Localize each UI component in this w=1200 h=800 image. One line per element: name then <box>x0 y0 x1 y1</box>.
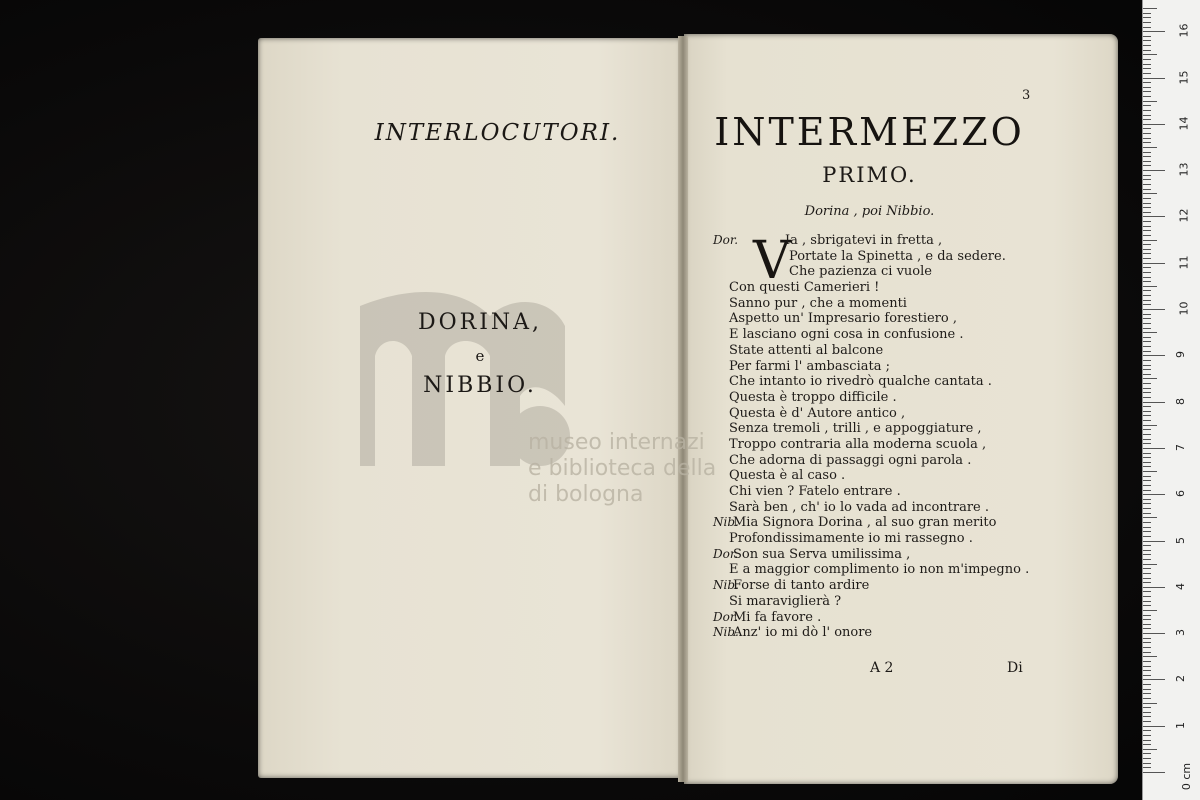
ruler-tick <box>1143 439 1151 440</box>
ruler-number: 12 <box>1177 208 1191 223</box>
ruler-tick <box>1143 527 1151 528</box>
ruler-tick <box>1143 383 1151 384</box>
ruler-tick <box>1143 119 1151 120</box>
verse-line <box>713 625 1043 641</box>
verse-line <box>713 390 1043 406</box>
ruler-tick <box>1143 499 1151 500</box>
ruler-tick <box>1143 17 1151 18</box>
ruler-tick <box>1143 601 1151 602</box>
ruler-tick <box>1143 545 1151 546</box>
ruler-tick <box>1143 471 1157 472</box>
ruler-tick <box>1143 272 1151 273</box>
verse-text: Chi vien ? Fatelo entrare . <box>729 484 901 499</box>
ruler-number: 6 <box>1174 490 1187 498</box>
ruler-tick <box>1143 485 1151 486</box>
ruler-tick <box>1143 54 1157 55</box>
verse-line <box>713 578 1043 594</box>
signature-mark: A 2 <box>870 660 894 676</box>
ruler-tick <box>1143 332 1157 333</box>
verse-text: Sarà ben , ch' io lo vada ad incontrare . <box>729 499 990 515</box>
verse-text: Che pazienza ci vuole <box>789 264 932 280</box>
ruler-number: 4 <box>1174 582 1187 590</box>
ruler-tick <box>1143 554 1151 555</box>
ruler-tick <box>1143 50 1151 51</box>
verse-line <box>713 500 1043 516</box>
verse-text: Troppo contraria alla moderna scuola , <box>729 436 987 452</box>
verse-text: Sanno pur , che a momenti <box>729 295 907 311</box>
ruler-tick <box>1143 290 1151 291</box>
ruler-tick <box>1143 82 1151 83</box>
ruler-tick <box>1143 314 1151 315</box>
ruler-tick <box>1143 175 1151 176</box>
ruler-tick <box>1143 619 1151 620</box>
verse-text: Ia , sbrigatevi in fretta , <box>785 233 943 248</box>
ruler-tick <box>1143 624 1151 625</box>
ruler-tick <box>1143 388 1151 389</box>
catchword: Di <box>1007 660 1023 676</box>
ruler-tick <box>1143 328 1151 329</box>
ruler-tick <box>1143 341 1151 342</box>
ruler-tick <box>1143 615 1151 616</box>
ruler-tick <box>1143 295 1151 296</box>
ruler-tick <box>1143 184 1151 185</box>
ruler-tick <box>1143 596 1151 597</box>
ruler-tick <box>1143 684 1151 685</box>
ruler-tick <box>1143 661 1151 662</box>
ruler-number: 13 <box>1177 162 1191 177</box>
ruler-tick <box>1143 462 1151 463</box>
ruler-tick <box>1143 346 1151 347</box>
verse-line <box>713 311 1043 327</box>
ruler-tick <box>1143 31 1165 32</box>
ruler-tick <box>1143 360 1151 361</box>
ruler-tick <box>1143 337 1151 338</box>
ruler-tick <box>1143 415 1151 416</box>
ruler-tick <box>1143 374 1151 375</box>
ruler-tick <box>1143 286 1157 287</box>
ruler-tick <box>1143 304 1151 305</box>
ruler-tick <box>1143 749 1157 750</box>
verse-line <box>713 296 1043 312</box>
verse-line <box>713 531 1043 547</box>
ruler-tick <box>1143 161 1151 162</box>
ruler-tick <box>1143 87 1151 88</box>
cast-conjunction: e <box>475 347 485 365</box>
verse-line <box>713 437 1043 453</box>
verse-text: Mia Signora Dorina , al suo gran merito <box>733 515 997 531</box>
verse-text: Anz' io mi dò l' onore <box>733 625 873 641</box>
ruler-tick <box>1143 91 1151 92</box>
ruler-tick <box>1143 494 1165 495</box>
ruler-tick <box>1143 351 1151 352</box>
ruler-tick <box>1143 434 1151 435</box>
ruler-tick <box>1143 744 1151 745</box>
ruler-tick <box>1143 578 1151 579</box>
ruler-tick <box>1143 369 1151 370</box>
page-subtitle: PRIMO. <box>822 163 917 187</box>
ruler-tick <box>1143 8 1157 9</box>
verse-text: Con questi Camerieri ! <box>729 280 880 296</box>
verse-line <box>713 343 1043 359</box>
verse-text: E a maggior complimento io non m'impegno . <box>729 562 1030 578</box>
verse-line <box>713 468 1043 484</box>
watermark-line: di bologna <box>528 482 644 507</box>
ruler-tick <box>1143 152 1151 153</box>
verse-line <box>713 610 1043 626</box>
ruler-number: 1 <box>1174 721 1187 729</box>
scene-direction: Dorina , poi Nibbio. <box>804 204 935 219</box>
interlocutori-heading: INTERLOCUTORI. <box>374 120 621 146</box>
ruler-number: 7 <box>1174 443 1187 451</box>
ruler-tick <box>1143 36 1151 37</box>
ruler-tick <box>1143 253 1151 254</box>
ruler-tick <box>1143 758 1151 759</box>
ruler-tick <box>1143 642 1151 643</box>
ruler-tick <box>1143 480 1151 481</box>
ruler-tick <box>1143 559 1151 560</box>
ruler-tick <box>1143 216 1165 217</box>
verse-text: Che intanto io rivedrò qualche cantata . <box>729 374 992 390</box>
ruler-number: 16 <box>1177 23 1191 38</box>
ruler-tick <box>1143 179 1151 180</box>
ruler-tick <box>1143 13 1151 14</box>
ruler-tick <box>1143 96 1151 97</box>
ruler-tick <box>1143 147 1157 148</box>
verse-text: Questa è al caso . <box>729 468 846 484</box>
ruler-tick <box>1143 490 1151 491</box>
verse-line <box>713 264 1043 280</box>
watermark-line: e biblioteca della <box>528 456 717 481</box>
ruler-number: 10 <box>1177 301 1191 316</box>
ruler-tick <box>1143 115 1151 116</box>
ruler-tick <box>1143 531 1151 532</box>
ruler-tick <box>1143 258 1151 259</box>
verse-line <box>713 406 1043 422</box>
ruler-tick <box>1143 226 1151 227</box>
ruler-tick <box>1143 647 1151 648</box>
ruler-tick <box>1143 355 1165 356</box>
ruler-tick <box>1143 235 1151 236</box>
ruler-tick <box>1143 240 1157 241</box>
verse-line <box>713 484 1043 500</box>
ruler-tick <box>1143 730 1151 731</box>
ruler-tick <box>1143 110 1151 111</box>
ruler-tick <box>1143 309 1165 310</box>
ruler-tick <box>1143 763 1151 764</box>
ruler-tick <box>1143 221 1151 222</box>
ruler-tick <box>1143 564 1157 565</box>
ruler-tick <box>1143 101 1157 102</box>
character-nibbio: NIBBIO. <box>423 373 537 398</box>
ruler-tick <box>1143 573 1151 574</box>
ruler-tick <box>1143 457 1151 458</box>
ruler-tick <box>1143 703 1157 704</box>
verse-line <box>713 374 1043 390</box>
verse-text: Che adorna di passaggi ogni parola . <box>729 452 972 468</box>
ruler-tick <box>1143 652 1151 653</box>
ruler-tick <box>1143 420 1151 421</box>
ruler-tick <box>1143 397 1151 398</box>
ruler-tick <box>1143 193 1157 194</box>
cast-list <box>360 310 600 398</box>
ruler-tick <box>1143 189 1151 190</box>
verse-text: E lasciano ogni cosa in confusione . <box>729 327 964 343</box>
ruler-tick <box>1143 207 1151 208</box>
ruler-number: 5 <box>1174 536 1187 544</box>
ruler-tick <box>1143 40 1151 41</box>
ruler-tick <box>1143 45 1151 46</box>
ruler-tick <box>1143 22 1151 23</box>
ruler-tick <box>1143 633 1165 634</box>
ruler-tick <box>1143 402 1165 403</box>
drop-cap: V <box>753 231 791 291</box>
speaker-label: Nib. <box>713 578 739 593</box>
ruler-tick <box>1143 59 1151 60</box>
verse-line <box>713 421 1043 437</box>
verse-line <box>713 359 1043 375</box>
page-number: 3 <box>1022 88 1031 103</box>
ruler-tick <box>1143 712 1151 713</box>
ruler-tick <box>1143 73 1151 74</box>
ruler-tick <box>1143 124 1165 125</box>
ruler-number: 8 <box>1174 397 1187 405</box>
ruler-tick <box>1143 323 1151 324</box>
ruler-unit-label: 0 cm <box>1180 762 1194 791</box>
ruler-number: 15 <box>1177 70 1191 84</box>
verse-line <box>713 327 1043 343</box>
ruler-tick <box>1143 587 1165 588</box>
verse-line <box>713 233 1043 249</box>
ruler-tick <box>1143 156 1151 157</box>
ruler-tick <box>1143 105 1151 106</box>
ruler-tick <box>1143 517 1157 518</box>
ruler-tick <box>1143 707 1151 708</box>
ruler-tick <box>1143 68 1151 69</box>
verse-text: Per farmi l' ambasciata ; <box>729 358 890 374</box>
speaker-label: Nib. <box>713 515 739 530</box>
ruler-tick <box>1143 142 1151 143</box>
verse-line <box>713 249 1043 265</box>
verse-line <box>713 562 1043 578</box>
ruler-tick <box>1143 726 1165 727</box>
ruler-tick <box>1143 453 1151 454</box>
verse-text: Son sua Serva umilissima , <box>733 546 911 562</box>
ruler-tick <box>1143 212 1151 213</box>
ruler-tick <box>1143 508 1151 509</box>
ruler-tick <box>1143 466 1151 467</box>
verse-text: Si maraviglierà ? <box>729 593 842 609</box>
ruler-tick <box>1143 568 1151 569</box>
ruler-tick <box>1143 675 1151 676</box>
ruler-tick <box>1143 638 1151 639</box>
ruler-tick <box>1143 698 1151 699</box>
speaker-label: Dor. <box>713 546 739 561</box>
verse-line <box>713 515 1043 531</box>
speaker-label: Dor. <box>713 233 739 247</box>
ruler-tick <box>1143 365 1151 366</box>
ruler-number: 11 <box>1177 255 1191 270</box>
ruler-tick <box>1143 244 1151 245</box>
measuring-ruler <box>1142 0 1200 800</box>
ruler-tick <box>1143 78 1165 79</box>
verse-text: Questa è d' Autore antico , <box>729 405 906 421</box>
verse-text: Portate la Spinetta , e da sedere. <box>789 248 1006 264</box>
ruler-tick <box>1143 513 1151 514</box>
ruler-tick <box>1143 735 1151 736</box>
ruler-tick <box>1143 610 1157 611</box>
ruler-tick <box>1143 429 1151 430</box>
ruler-tick <box>1143 27 1151 28</box>
ruler-tick <box>1143 772 1165 773</box>
ruler-tick <box>1143 300 1151 301</box>
ruler-number: 9 <box>1174 351 1187 359</box>
ruler-tick <box>1143 666 1151 667</box>
ruler-tick <box>1143 198 1151 199</box>
book-gutter <box>678 36 688 782</box>
ruler-tick <box>1143 628 1151 629</box>
verse-block <box>713 233 1043 641</box>
ruler-tick <box>1143 605 1151 606</box>
ruler-tick <box>1143 170 1165 171</box>
verse-line <box>713 547 1043 563</box>
verse-text: Senza tremoli , trilli , e appoggiature , <box>729 421 982 437</box>
ruler-tick <box>1143 740 1151 741</box>
ruler-number: 14 <box>1177 116 1191 131</box>
verse-text: Questa è troppo difficile . <box>729 389 897 405</box>
ruler-number: 2 <box>1174 675 1187 683</box>
ruler-tick <box>1143 249 1151 250</box>
ruler-tick <box>1143 716 1151 717</box>
watermark-line: museo internazi <box>528 430 705 455</box>
ruler-tick <box>1143 656 1157 657</box>
ruler-tick <box>1143 128 1151 129</box>
ruler-number: 3 <box>1174 629 1187 637</box>
verse-text: State attenti al balcone <box>729 342 884 358</box>
ruler-tick <box>1143 411 1151 412</box>
verse-text: Profondissimamente io mi rassegno . <box>729 531 973 547</box>
ruler-tick <box>1143 721 1151 722</box>
speaker-label: Nib. <box>713 625 739 640</box>
ruler-tick <box>1143 550 1151 551</box>
ruler-tick <box>1143 591 1151 592</box>
verse-line <box>713 453 1043 469</box>
speaker-label: Dor. <box>713 609 739 624</box>
verse-text: Forse di tanto ardire <box>733 578 870 594</box>
verse-line <box>713 280 1043 296</box>
ruler-tick <box>1143 277 1151 278</box>
ruler-tick <box>1143 138 1151 139</box>
ruler-tick <box>1143 378 1157 379</box>
ruler-tick <box>1143 679 1165 680</box>
ruler-tick <box>1143 476 1151 477</box>
ruler-tick <box>1143 448 1165 449</box>
ruler-tick <box>1143 522 1151 523</box>
verse-text: Mi fa favore . <box>733 609 822 625</box>
ruler-tick <box>1143 406 1151 407</box>
ruler-tick <box>1143 767 1151 768</box>
ruler-tick <box>1143 165 1151 166</box>
watermark-text <box>528 430 728 508</box>
ruler-tick <box>1143 267 1151 268</box>
ruler-tick <box>1143 503 1151 504</box>
ruler-tick <box>1143 693 1151 694</box>
ruler-tick <box>1143 541 1165 542</box>
character-dorina: DORINA, <box>417 310 543 335</box>
ruler-tick <box>1143 443 1151 444</box>
ruler-tick <box>1143 536 1151 537</box>
page-title: INTERMEZZO <box>714 110 1025 154</box>
ruler-tick <box>1143 582 1151 583</box>
ruler-tick <box>1143 425 1157 426</box>
ruler-tick <box>1143 281 1151 282</box>
verse-text: Aspetto un' Impresario forestiero , <box>729 311 957 327</box>
ruler-tick <box>1143 392 1151 393</box>
ruler-tick <box>1143 318 1151 319</box>
ruler-tick <box>1143 689 1151 690</box>
ruler-tick <box>1143 133 1151 134</box>
ruler-tick <box>1143 753 1151 754</box>
ruler-tick <box>1143 263 1165 264</box>
ruler-tick <box>1143 670 1151 671</box>
ruler-tick <box>1143 230 1151 231</box>
verse-line <box>713 594 1043 610</box>
ruler-tick <box>1143 64 1151 65</box>
ruler-tick <box>1143 203 1151 204</box>
